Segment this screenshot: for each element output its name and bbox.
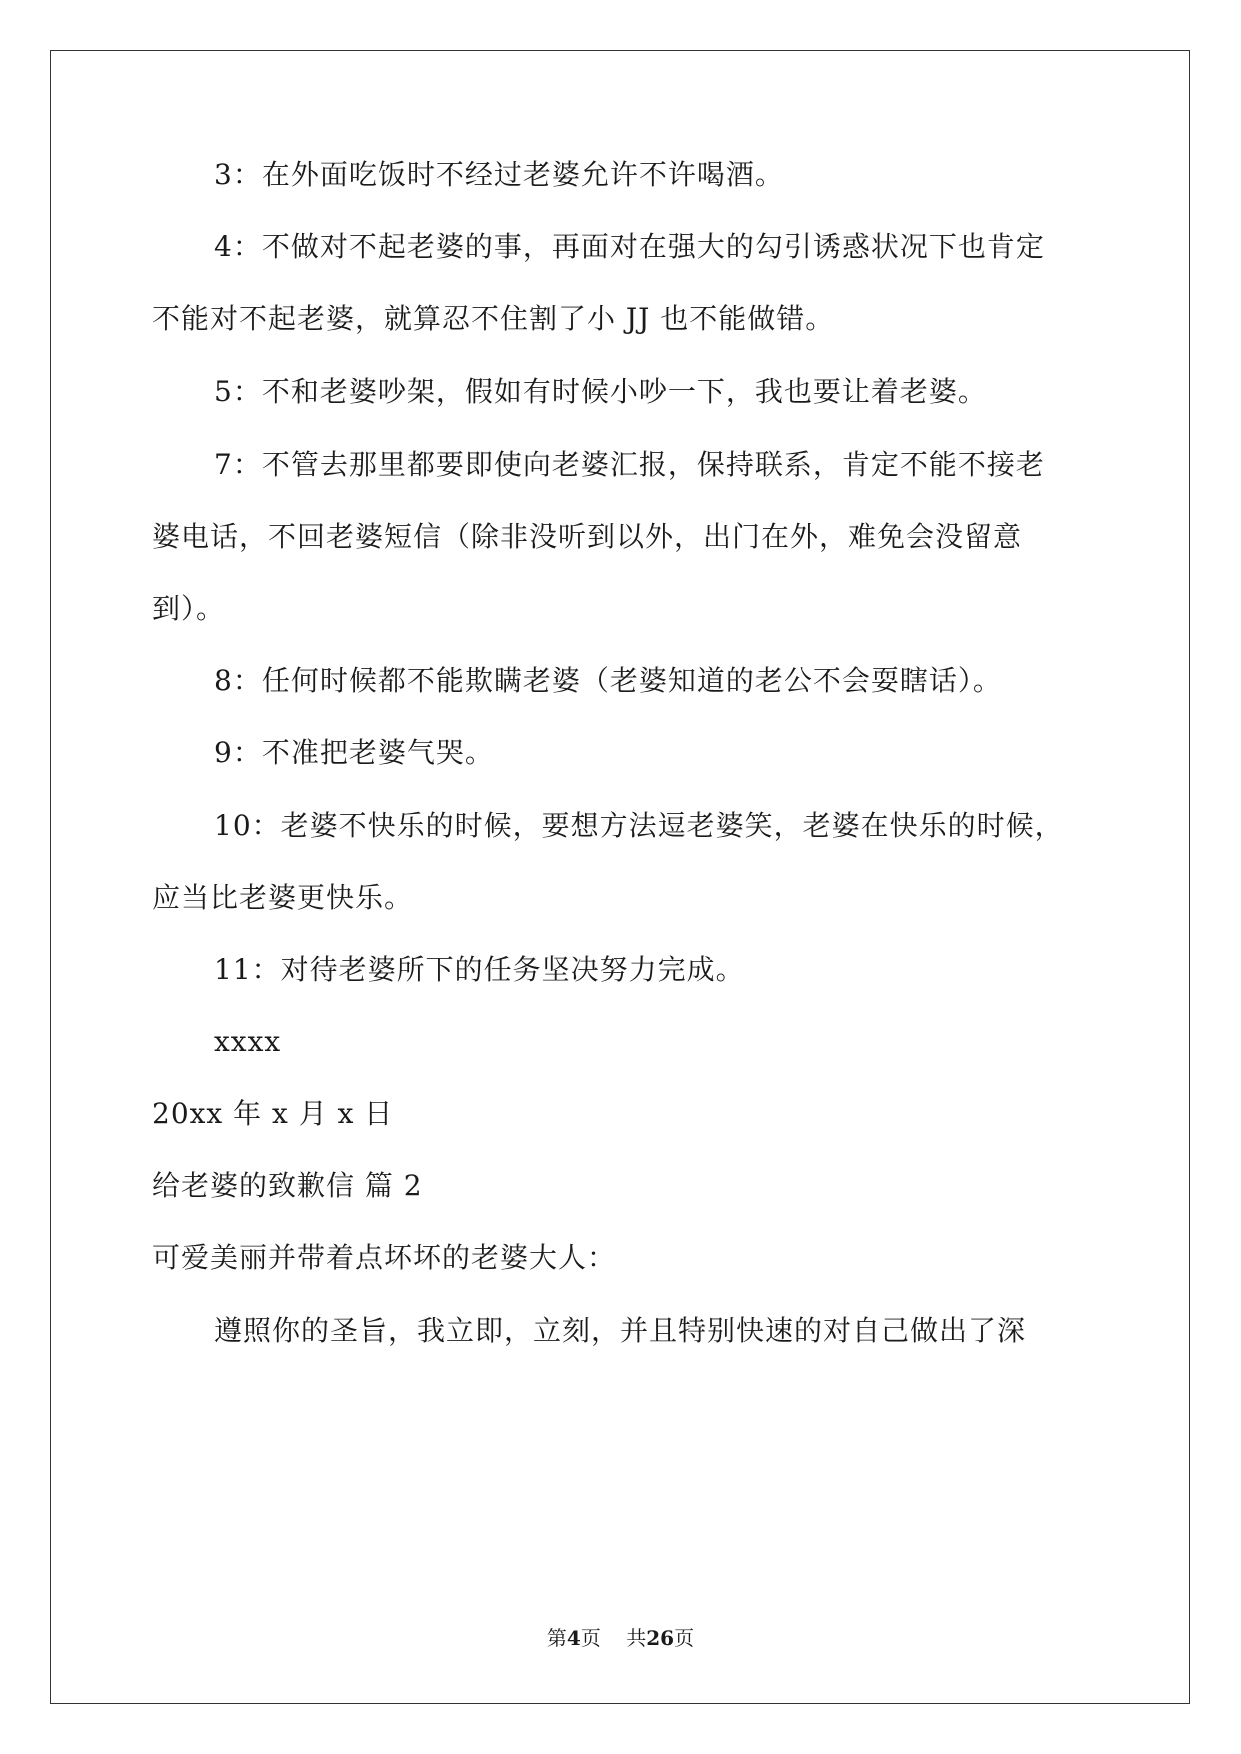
paragraph-rule-4-line-2: 不能对不起老婆，就算忍不住割了小 JJ 也不能做错。 xyxy=(152,302,835,335)
signature: xxxx xyxy=(214,1025,282,1058)
section-title: 给老婆的致歉信 篇 2 xyxy=(152,1169,423,1202)
current-page-number: 4 xyxy=(566,1626,581,1650)
paragraph-rule-7-line-3: 到）。 xyxy=(152,592,226,625)
footer-prefix: 第 xyxy=(546,1626,567,1650)
paragraph-rule-8: 8：任何时候都不能欺瞒老婆（老婆知道的老公不会耍瞎话）。 xyxy=(214,664,1002,697)
page-footer xyxy=(0,1624,1241,1652)
date-line: 20xx 年 x 月 x 日 xyxy=(152,1097,394,1130)
paragraph-rule-10-line-1: 10：老婆不快乐的时候，要想方法逗老婆笑，老婆在快乐的时候， xyxy=(214,809,1064,842)
paragraph-rule-7-line-1: 7：不管去那里都要即使向老婆汇报，保持联系，肯定不能不接老 xyxy=(214,448,1045,481)
footer-suffix: 页 xyxy=(674,1626,695,1650)
paragraph-rule-3: 3：在外面吃饭时不经过老婆允许不许喝酒。 xyxy=(214,158,784,191)
paragraph-rule-4-line-1: 4：不做对不起老婆的事，再面对在强大的勾引诱惑状况下也肯定 xyxy=(214,230,1045,263)
paragraph-rule-5: 5：不和老婆吵架，假如有时候小吵一下，我也要让着老婆。 xyxy=(214,375,987,408)
salutation: 可爱美丽并带着点坏坏的老婆大人： xyxy=(152,1241,617,1274)
paragraph-rule-9: 9：不准把老婆气哭。 xyxy=(214,736,494,769)
total-page-count: 26 xyxy=(646,1626,675,1650)
footer-mid: 页 共 xyxy=(580,1626,647,1650)
body-paragraph: 遵照你的圣旨，我立即，立刻，并且特别快速的对自己做出了深 xyxy=(214,1314,1027,1347)
paragraph-rule-10-line-2: 应当比老婆更快乐。 xyxy=(152,881,414,914)
paragraph-rule-7-line-2: 婆电话，不回老婆短信（除非没听到以外，出门在外，难免会没留意 xyxy=(152,520,1023,553)
paragraph-rule-11: 11：对待老婆所下的任务坚决努力完成。 xyxy=(214,953,745,986)
